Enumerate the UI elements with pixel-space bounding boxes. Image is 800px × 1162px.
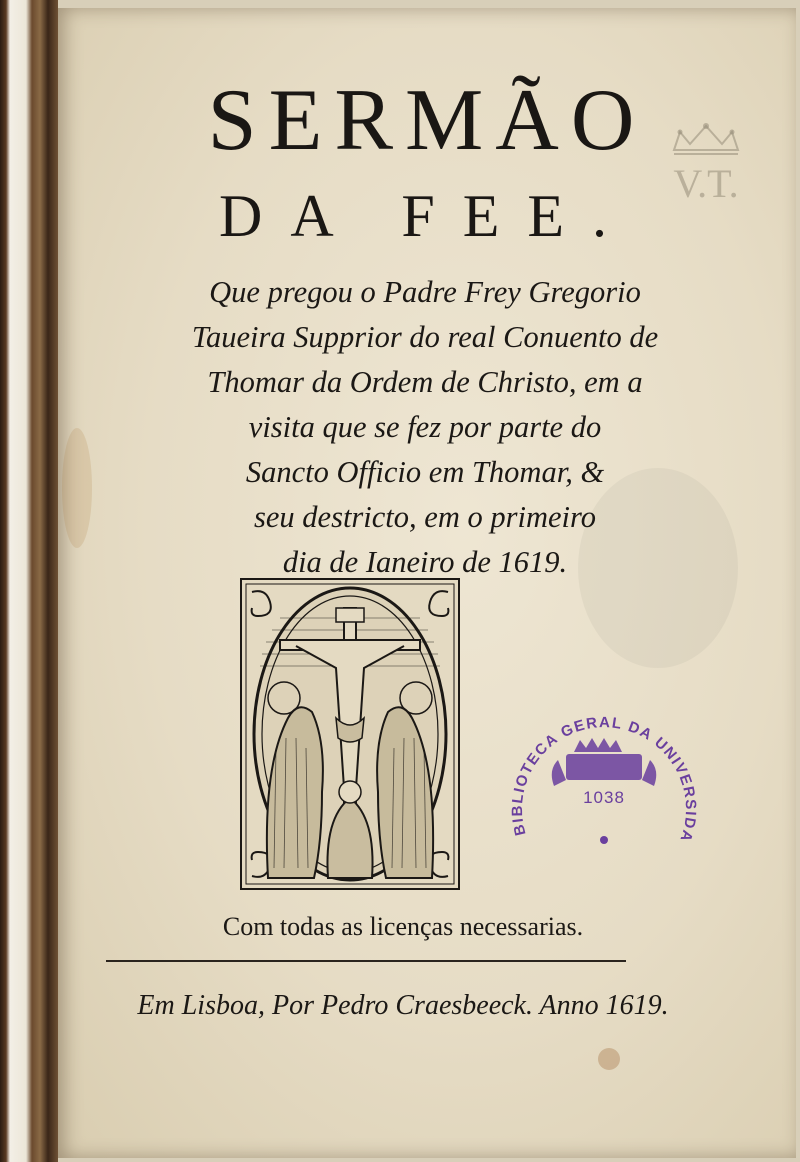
divider-rule bbox=[106, 960, 626, 962]
age-stain bbox=[598, 1048, 620, 1070]
title-page bbox=[58, 8, 796, 1158]
subtitle-line: seu destricto, em o primeiro bbox=[254, 500, 596, 534]
imprint-line: Em Lisboa, Por Pedro Craesbeeck. Anno 1619. bbox=[137, 990, 669, 1021]
licenses-line: Com todas as licenças necessarias. bbox=[222, 912, 584, 941]
crucifixion-woodcut bbox=[240, 578, 460, 890]
library-stamp bbox=[504, 690, 704, 870]
crown-letters: V.T. bbox=[673, 161, 739, 206]
subtitle-line: Que pregou o Padre Frey Gregorio bbox=[209, 275, 641, 309]
subtitle-line: Sancto Officio em Thomar, & bbox=[245, 455, 605, 489]
subtitle bbox=[80, 270, 770, 585]
book-spine-edge bbox=[0, 0, 58, 1162]
title-line-1: SERMÃO bbox=[207, 72, 647, 169]
stamp-number: 1038 bbox=[583, 788, 625, 807]
library-stamp-seal bbox=[504, 690, 704, 870]
coat-of-arms-icon bbox=[552, 738, 657, 786]
subtitle-line: Thomar da Ordem de Christo, em a bbox=[207, 365, 643, 399]
svg-text:BIBLIOTECA GERAL DA UNIVERSIDA: BIBLIOTECA GERAL DA UNIVERSIDA bbox=[508, 714, 700, 845]
subtitle-line: dia de Ianeiro de 1619. bbox=[282, 545, 568, 579]
subtitle-line: Taueira Supprior do real Conuento de bbox=[191, 320, 659, 354]
title-line-2: DA FEE. bbox=[218, 183, 636, 249]
subtitle-line: visita que se fez por parte do bbox=[248, 410, 602, 444]
